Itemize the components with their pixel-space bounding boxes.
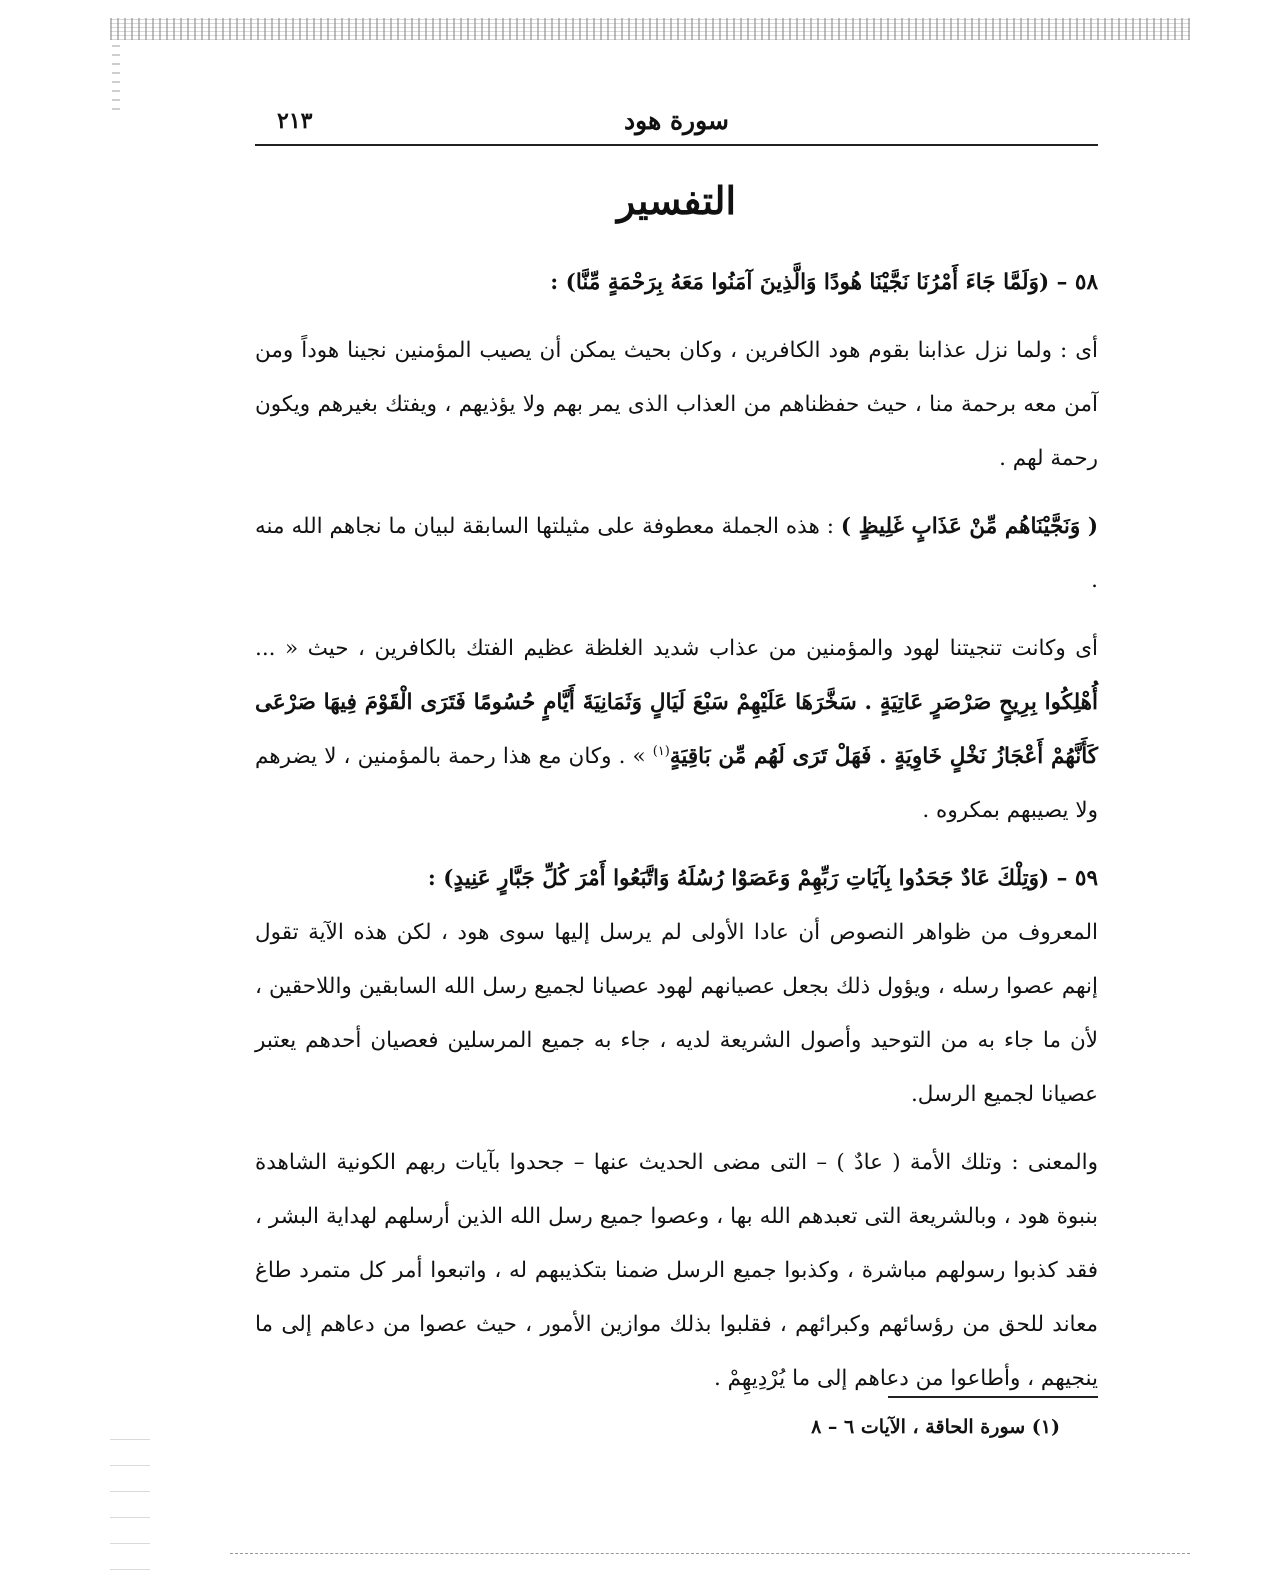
verse-heading: ٥٩ – (وَتِلْكَ عَادٌ جَحَدُوا بِآيَاتِ رَبِّهِمْ وَعَصَوْا رُسُلَهُ وَاتَّبَعُوا أَمْرَ كُلِّ جَبَّارٍ عَنِيدٍ) :: [427, 866, 1098, 891]
paragraph-text: » . وكان مع هذا رحمة بالمؤمنين ، لا يضرهم ولا يصيبهم بمكروه .: [255, 744, 1098, 823]
commentary-paragraph: [255, 500, 1098, 608]
paragraph-text: والمعنى : وتلك الأمة ( عادٌ ) – التى مضى الحديث عنها – جحدوا بآيات ربهم الكونية الشاهدة بنبوة هود ، وبالشريعة التى تعبدهم الله بها ، وعصوا جميع رسل الله الذين أرسلهم لهداية البشر ، فقد كذبوا رسولهم مباشرة ، وكذبوا جميع الرسل ضمنا بتكذيبهم له ، واتبعوا أمر كل متمرد طاغ معاند للحق من رؤسائهم وكبرائهم ، فقلبوا بذلك موازين الأمور ، حيث عصوا من دعاهم إلى ما ينجيهم ، وأطاعوا من دعاهم إلى ما يُرْدِيهِمْ .: [255, 1150, 1098, 1391]
quran-quote: ( وَنَجَّيْنَاهُم مِّنْ عَذَابٍ غَلِيظٍ ): [840, 514, 1098, 539]
paragraph-text: أى : ولما نزل عذابنا بقوم هود الكافرين ، وكان بحيث يمكن أن يصيب المؤمنين نجينا هوداً ومن آمن معه برحمة منا ، حيث حفظناهم من العذاب الذى يمر بهم ولا يؤذيهم ، ويفتك بغيرهم ويكون رحمة لهم .: [255, 338, 1098, 471]
verse-58-heading: [255, 256, 1098, 310]
scan-speckle-left: [112, 40, 120, 110]
scan-bottom-edge: [230, 1553, 1190, 1554]
page-number: ٢١٣: [277, 108, 313, 134]
footnote-divider: [888, 1396, 1098, 1398]
verse-59-block: [255, 852, 1098, 1122]
scan-margin-marks: [110, 1430, 150, 1570]
paragraph-text: : هذه الجملة معطوفة على مثيلتها السابقة لبيان ما نجاهم الله منه .: [255, 514, 1098, 593]
footnote: (١) سورة الحاقة ، الآيات ٦ – ٨: [811, 1416, 1060, 1438]
verse-heading: ٥٨ – (وَلَمَّا جَاءَ أَمْرُنَا نَجَّيْنَا هُودًا وَالَّذِينَ آمَنُوا مَعَهُ بِرَحْمَةٍ مِّنَّا) :: [550, 270, 1098, 295]
section-title: التفسير: [616, 178, 737, 223]
main-text: [255, 256, 1098, 1420]
quran-quote: أُهْلِكُوا بِرِيحٍ صَرْصَرٍ عَاتِيَةٍ . سَخَّرَهَا عَلَيْهِمْ سَبْعَ لَيَالٍ وَثَمَانِيَةَ أَيَّامٍ حُسُومًا فَتَرَى الْقَوْمَ فِيهَا صَرْعَى كَأَنَّهُمْ أَعْجَازُ نَخْلٍ خَاوِيَةٍ . فَهَلْ تَرَى لَهُم مِّن بَاقِيَةٍ: [255, 690, 1098, 769]
paragraph-text: أى وكانت تنجيتنا لهود والمؤمنين من عذاب شديد الغلظة عظيم الفتك بالكافرين ، حيث « ...: [255, 636, 1098, 661]
paragraph-text: المعروف من ظواهر النصوص أن عادا الأولى لم يرسل إليها سوى هود ، لكن هذه الآية تقول إنهم عصوا رسله ، ويؤول ذلك بجعل عصيانهم لهود عصيانا لجميع رسل الله السابقين واللاحقين ، لأن ما جاء به من التوحيد وأصول الشريعة لديه ، جاء به جميع المرسلين فعصيان أحدهم يعتبر عصيانا لجميع الرسل.: [255, 920, 1098, 1107]
scan-speckle-top: [110, 18, 1190, 40]
commentary-paragraph: [255, 1136, 1098, 1406]
footnote-reference: (١): [652, 743, 670, 759]
commentary-paragraph: [255, 622, 1098, 838]
running-title: سورة هود: [624, 106, 729, 135]
commentary-paragraph: [255, 324, 1098, 486]
page-header: [255, 104, 1098, 146]
